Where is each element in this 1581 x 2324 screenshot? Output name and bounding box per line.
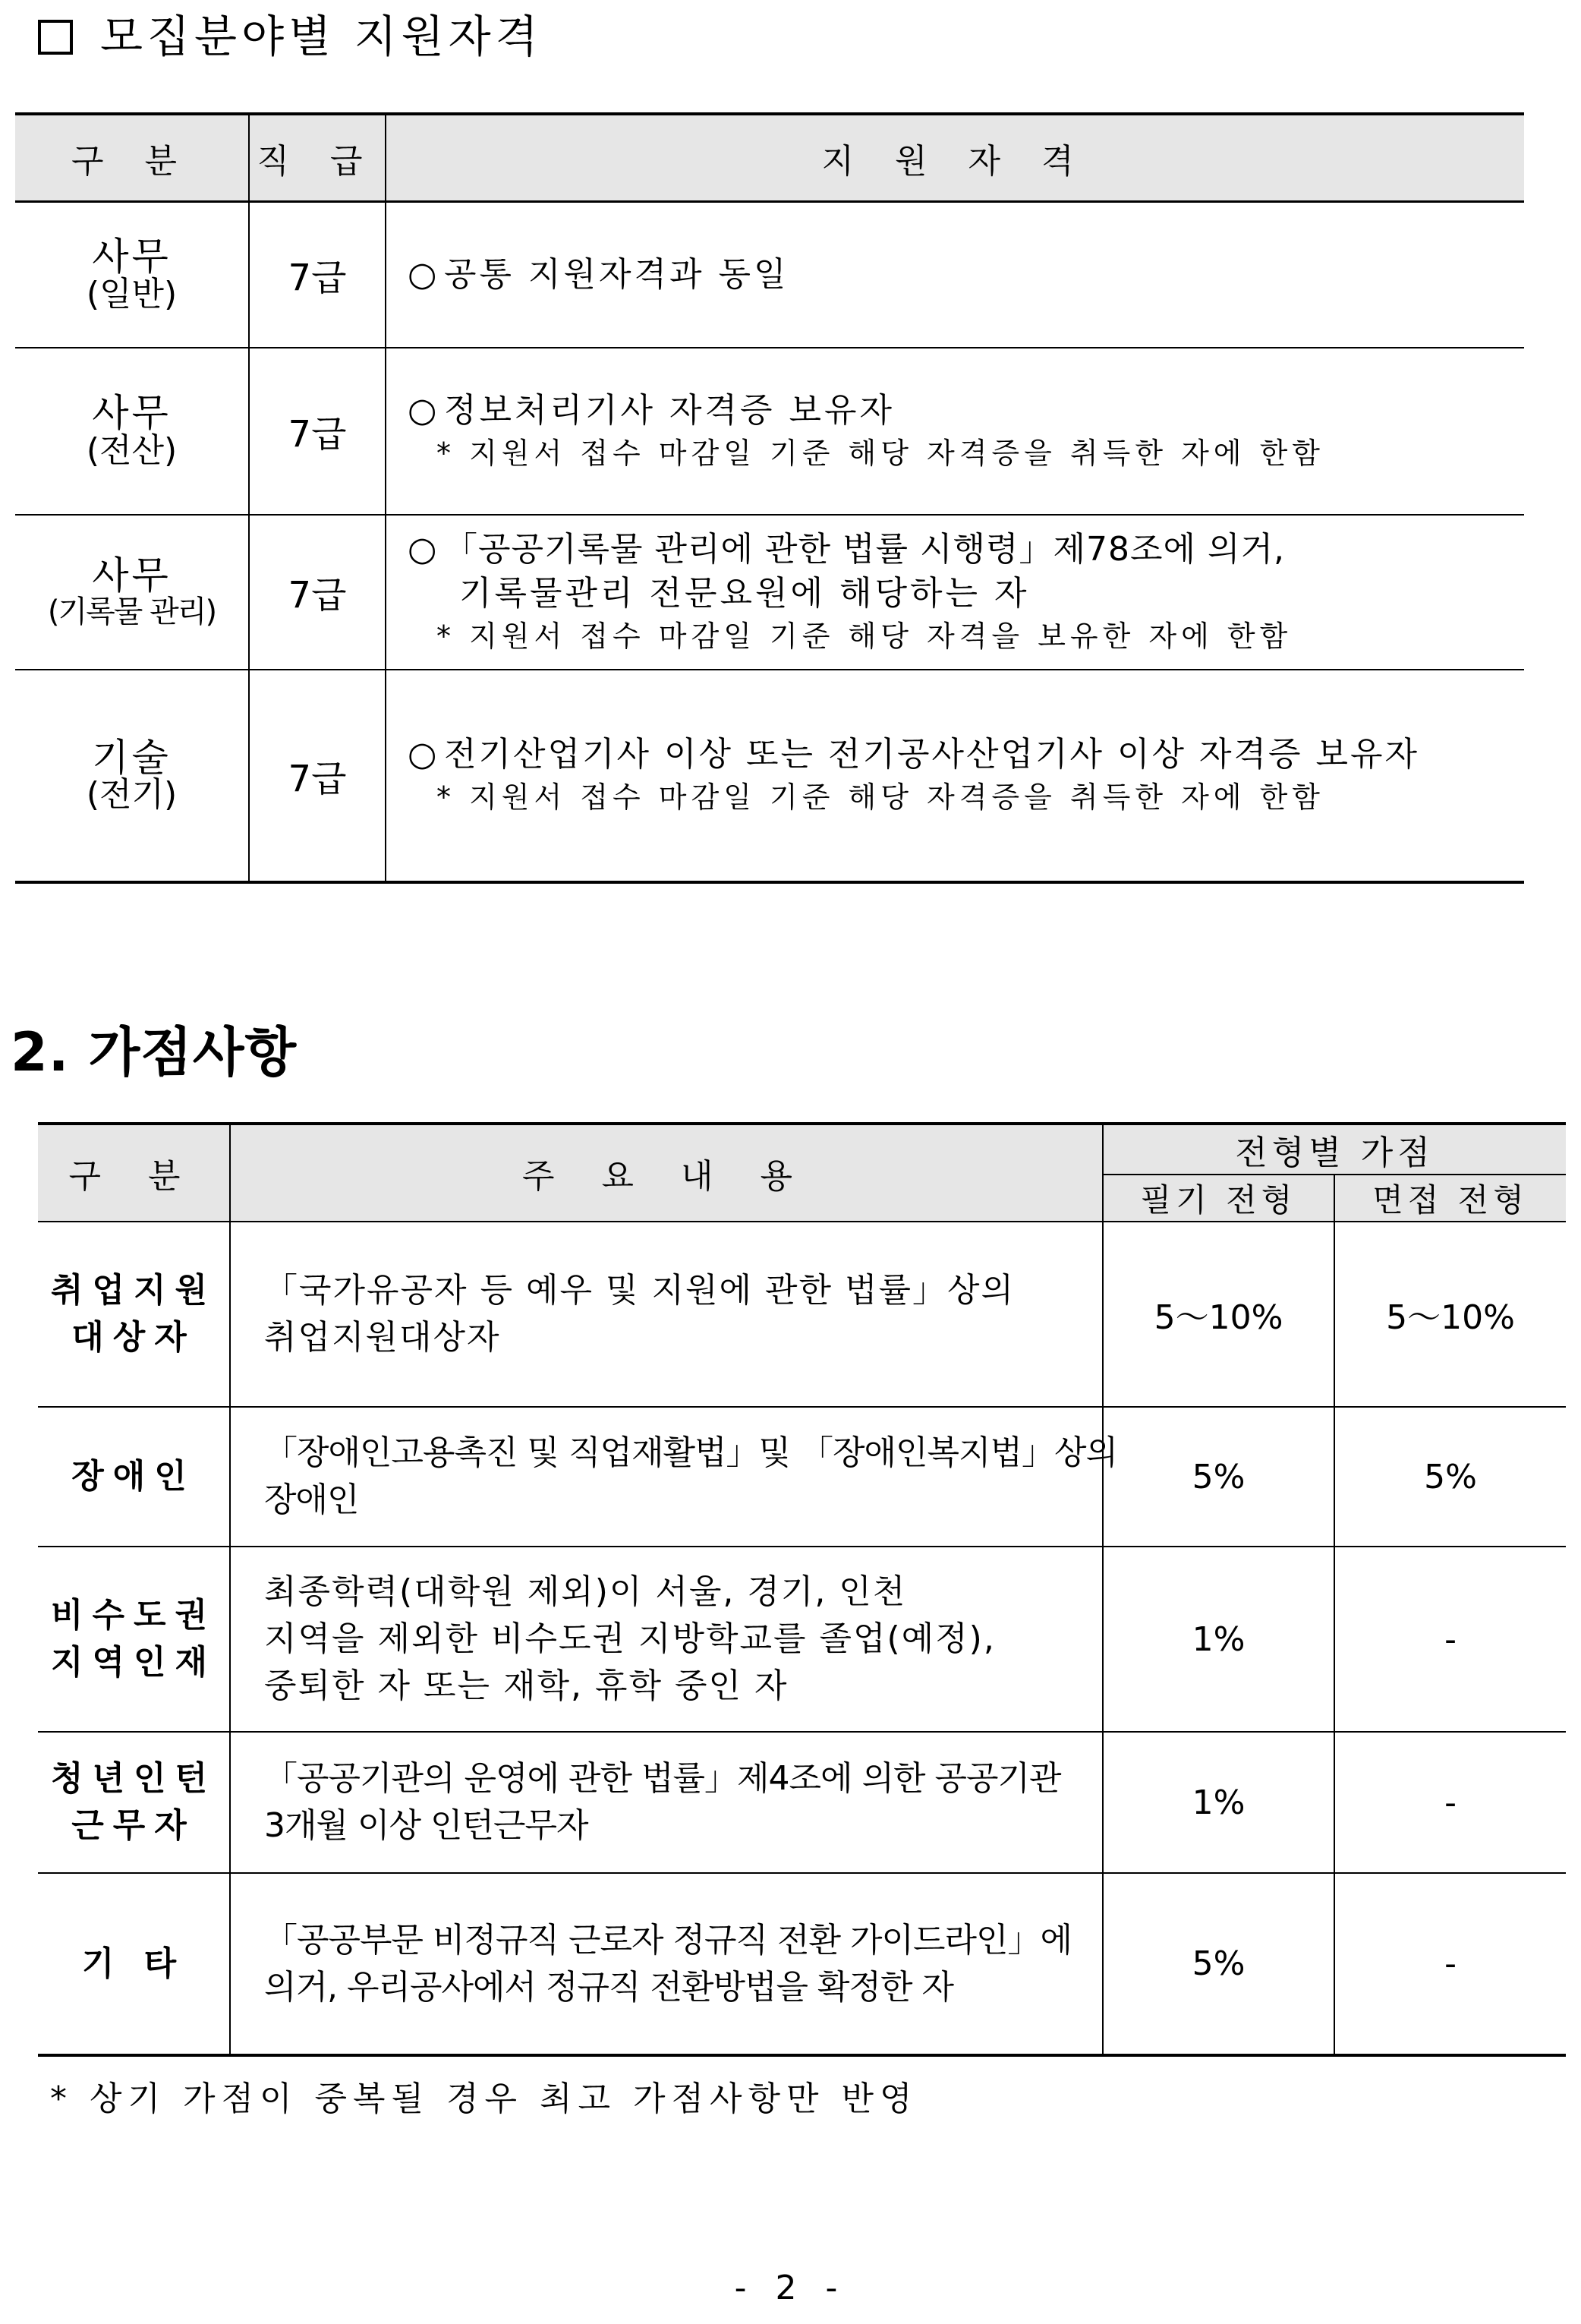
circle-bullet-icon: ○: [408, 390, 440, 430]
field-cell: [15, 670, 249, 882]
header-category: 구 분: [15, 114, 249, 202]
written-value: 1%: [1103, 1547, 1334, 1732]
table-row: [15, 670, 1524, 882]
interview-value: -: [1334, 1732, 1566, 1873]
grade-cell: 7급: [249, 515, 386, 670]
bonus-header-row: [38, 1124, 1566, 1175]
table-row: [15, 348, 1524, 515]
field-name: 사무: [92, 391, 172, 436]
field-sub: (일반): [86, 274, 178, 314]
qualification-cell: [386, 515, 1524, 670]
table-row: [38, 1732, 1566, 1873]
asterisk-icon: *: [436, 436, 455, 470]
grade-cell: 7급: [249, 670, 386, 882]
page-number: - 2 -: [734, 2269, 847, 2307]
section1-title: [38, 6, 543, 67]
table-row: [15, 515, 1524, 670]
field-cell: [15, 348, 249, 515]
header-content: 주 요 내 용: [230, 1124, 1103, 1222]
qualification-table: [15, 112, 1524, 884]
field-sub: (기록물 관리): [47, 594, 216, 629]
field-sub: (전기): [86, 775, 178, 815]
qualification-note: 지원서 접수 마감일 기준 해당 자격증을 취득한 자에 한함: [469, 780, 1325, 814]
footnote: * 상기 가점이 중복될 경우 최고 가점사항만 반영: [50, 2080, 918, 2118]
written-value: 5～10%: [1103, 1222, 1334, 1407]
circle-bullet-icon: ○: [408, 254, 440, 294]
field-name: 사무: [92, 235, 172, 279]
header-interview: 면접 전형: [1334, 1175, 1566, 1222]
grade-cell: 7급: [249, 348, 386, 515]
table-row: [38, 1873, 1566, 2055]
content-cell: 「공공기관의 운영에 관한 법률」제4조에 의한 공공기관 3개월 이상 인턴근무자: [230, 1732, 1103, 1873]
qualification-cell: [386, 202, 1524, 348]
circle-bullet-icon: ○: [408, 529, 438, 569]
circle-bullet-icon: ○: [408, 735, 439, 774]
header-grade: 직 급: [249, 114, 386, 202]
table-row: [38, 1547, 1566, 1732]
table-row: [38, 1407, 1566, 1547]
category-cell: 취업지원 대상자: [38, 1222, 230, 1407]
section2-title: 2. 가점사항: [11, 1021, 298, 1083]
category-cell: 기 타: [38, 1873, 230, 2055]
header-category: 구 분: [38, 1124, 230, 1222]
category-cell: 청년인턴 근무자: [38, 1732, 230, 1873]
interview-value: -: [1334, 1873, 1566, 2055]
written-value: 5%: [1103, 1407, 1334, 1547]
asterisk-icon: *: [436, 619, 455, 653]
header-written: 필기 전형: [1103, 1175, 1334, 1222]
written-value: 5%: [1103, 1873, 1334, 2055]
section1-title-text: 모집분야별 지원자격: [100, 11, 543, 62]
field-name: 사무: [92, 553, 172, 598]
content-cell: 최종학력(대학원 제외)이 서울, 경기, 인천 지역을 제외한 비수도권 지방학교를 졸업(예정), 중퇴한 자 또는 재학, 휴학 중인 자: [230, 1547, 1103, 1732]
qualification-cell: [386, 348, 1524, 515]
asterisk-icon: *: [436, 780, 455, 814]
qualification-item: 정보처리기사 자격증 보유자: [444, 390, 896, 430]
written-value: 1%: [1103, 1732, 1334, 1873]
content-cell: 「장애인고용촉진 및 직업재활법」및 「장애인복지법」상의 장애인: [230, 1407, 1103, 1547]
field-cell: [15, 202, 249, 348]
checkbox-square-icon: [38, 20, 73, 55]
table-row: [38, 1222, 1566, 1407]
category-cell: 장애인: [38, 1407, 230, 1547]
qualification-item-continued: 기록물관리 전문요원에 해당하는 자: [459, 573, 1030, 613]
table-row: [15, 202, 1524, 348]
interview-value: 5%: [1334, 1407, 1566, 1547]
qualification-note: 지원서 접수 마감일 기준 해당 자격을 보유한 자에 한함: [469, 619, 1293, 653]
content-cell: 「공공부문 비정규직 근로자 정규직 전환 가이드라인」에 의거, 우리공사에서 정규직 전환방법을 확정한 자: [230, 1873, 1103, 2055]
qualification-item: 전기산업기사 이상 또는 전기공사산업기사 이상 자격증 보유자: [444, 735, 1420, 774]
interview-value: -: [1334, 1547, 1566, 1732]
header-stage-points: 전형별 가점: [1103, 1124, 1566, 1175]
interview-value: 5～10%: [1334, 1222, 1566, 1407]
qualification-header-row: [15, 114, 1524, 202]
field-sub: (전산): [86, 430, 178, 470]
qualification-item: 공통 지원자격과 동일: [444, 254, 789, 294]
category-cell: 비수도권 지역인재: [38, 1547, 230, 1732]
qualification-note: 지원서 접수 마감일 기준 해당 자격증을 취득한 자에 한함: [469, 436, 1325, 470]
grade-cell: 7급: [249, 202, 386, 348]
field-name: 기술: [92, 735, 172, 780]
content-cell: 「국가유공자 등 예우 및 지원에 관한 법률」상의 취업지원대상자: [230, 1222, 1103, 1407]
bonus-points-table: [38, 1122, 1566, 2057]
qualification-item: 「공공기록물 관리에 관한 법률 시행령」제78조에 의거,: [444, 529, 1285, 569]
qualification-cell: [386, 670, 1524, 882]
field-cell: [15, 515, 249, 670]
header-qualification: 지 원 자 격: [386, 114, 1524, 202]
